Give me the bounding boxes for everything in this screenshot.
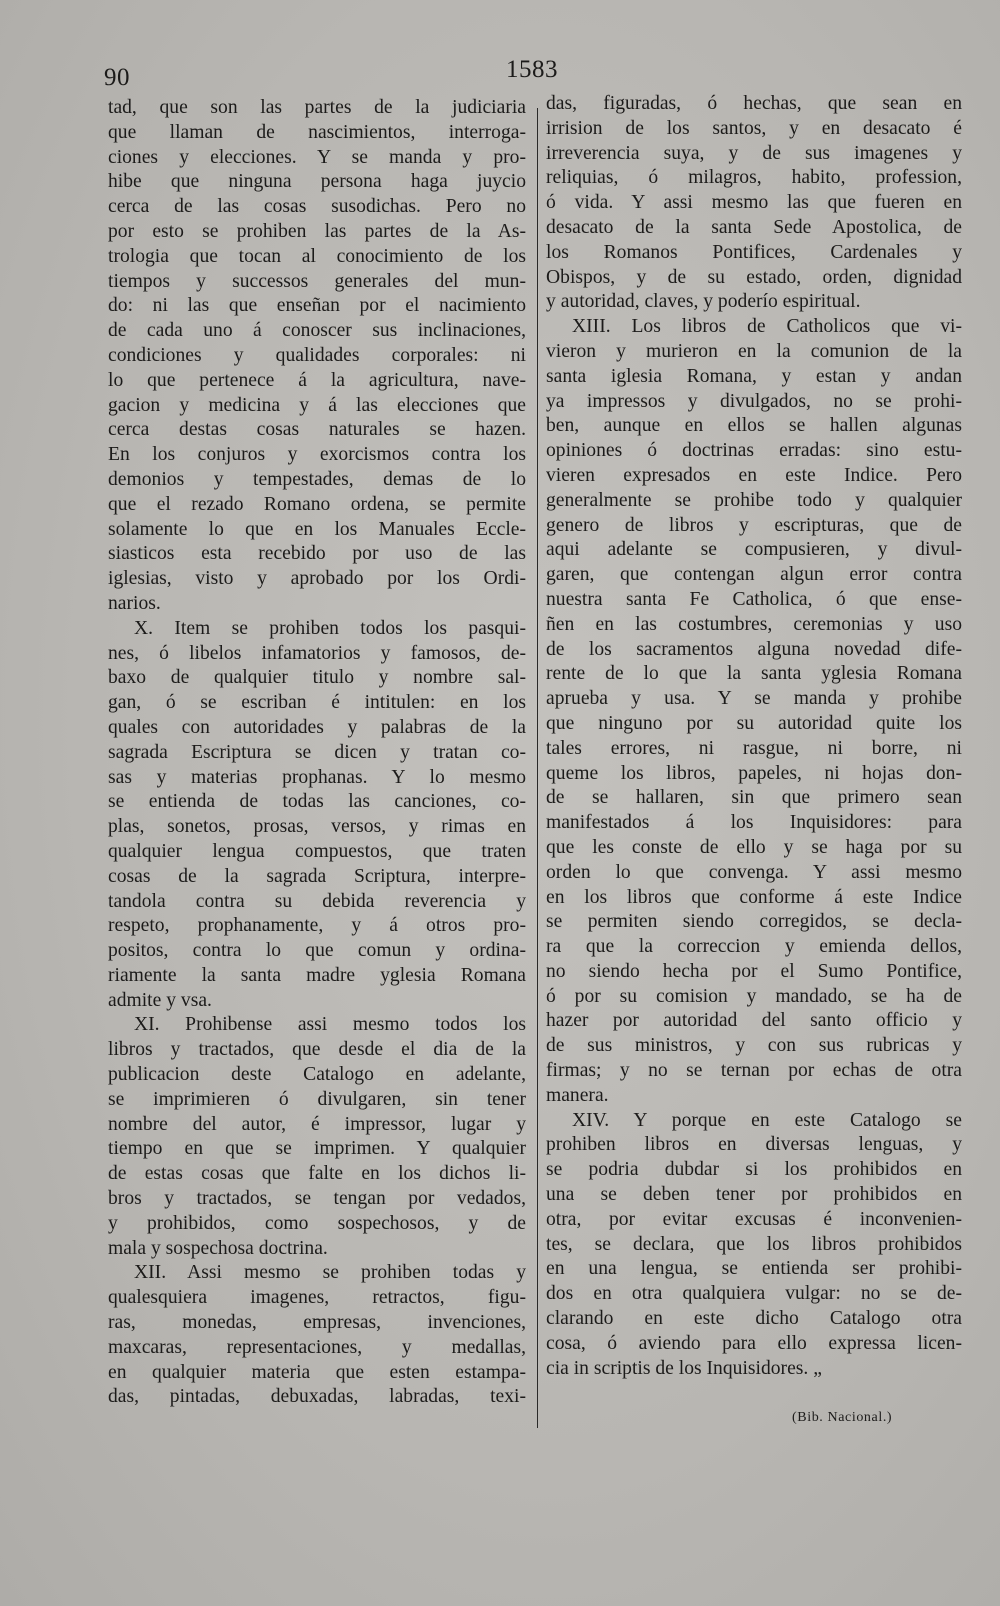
text-line: de estas cosas que falte en los dichos li- <box>108 1163 526 1185</box>
page-number: 90 <box>104 64 130 91</box>
text-line: en los libros que conforme á este Indice <box>546 886 962 908</box>
text-line: opiniones ó doctrinas erradas: sino estu- <box>546 440 962 462</box>
text-line: respeto, prophanamente, y á otros pro- <box>108 915 526 937</box>
text-line: que el rezado Romano ordena, se permite <box>108 493 526 515</box>
text-line: sas y materias prophanas. Y lo mesmo <box>108 766 526 788</box>
text-line: tiempos y successos generales del mun- <box>108 270 526 292</box>
left-text-column <box>108 96 526 1410</box>
text-line: rente de lo que la santa yglesia Romana <box>546 663 962 685</box>
text-line: cosa, ó aviendo para ello expressa licen- <box>546 1332 962 1354</box>
text-line: En los conjuros y exorcismos contra los <box>108 444 526 466</box>
text-line: reliquias, ó milagros, habito, profession, <box>546 167 962 189</box>
text-line: mala y sospechosa doctrina. <box>108 1237 328 1259</box>
text-line: sagrada Escriptura se dicen y tratan co- <box>108 741 526 763</box>
text-line: admite y vsa. <box>108 989 212 1011</box>
text-line: irrision de los santos, y en desacato é <box>546 117 962 139</box>
text-line: de sus ministros, y con sus rubricas y <box>546 1035 962 1057</box>
text-line: tes, se declara, que los libros prohibidos <box>546 1233 962 1255</box>
text-line: y autoridad, claves, y poderío espiritual. <box>546 291 861 313</box>
text-line: hazer por autoridad del santo officio y <box>546 1010 962 1032</box>
text-line: riamente la santa madre yglesia Romana <box>108 964 526 986</box>
text-line: se permiten siendo corregidos, se decla- <box>546 911 962 933</box>
text-line: tandola contra su debida reverencia y <box>108 890 526 912</box>
text-line: tiempo en que se imprimen. Y qualquier <box>108 1138 526 1160</box>
text-line: qualesquiera imagenes, retractos, figu- <box>108 1287 526 1309</box>
text-line: firmas; y no se ternan por echas de otra <box>546 1060 962 1082</box>
text-line: trologia que tocan al conocimiento de los <box>108 245 526 267</box>
text-line: clarando en este dicho Catalogo otra <box>546 1308 962 1330</box>
text-line: prohiben libros en diversas lenguas, y <box>546 1134 962 1156</box>
text-line: XIII. Los libros de Catholicos que vi- <box>572 316 962 338</box>
text-line: irreverencia suya, y de sus imagenes y <box>546 142 962 164</box>
text-line: vieren expresados en este Indice. Pero <box>546 464 962 486</box>
text-line: das, figuradas, ó hechas, que sean en <box>546 93 962 114</box>
text-line: santa iglesia Romana, y estan y andan <box>546 365 962 387</box>
text-line: solamente lo que en los Manuales Eccle- <box>108 518 526 540</box>
text-line: demonios y tempestades, demas de lo <box>108 468 526 490</box>
source-citation: (Bib. Nacional.) <box>792 1410 893 1425</box>
text-line: ciones y elecciones. Y se manda y pro- <box>108 146 526 168</box>
text-line: que ninguno por su autoridad quite los <box>546 712 962 734</box>
text-line: hibe que ninguna persona haga juycio <box>108 171 526 193</box>
text-line: ó vida. Y assi mesmo las que fueren en <box>546 192 962 214</box>
text-line: se imprimieren ó divulgaren, sin tener <box>108 1088 526 1110</box>
text-line: ras, monedas, empresas, invenciones, <box>108 1312 526 1334</box>
text-line: desacato de la santa Sede Apostolica, de <box>546 216 962 238</box>
text-line: aqui adelante se compusieren, y divul- <box>546 539 962 561</box>
text-line: genero de libros y escripturas, que de <box>546 514 962 536</box>
text-line: gacion y medicina y á las elecciones que <box>108 394 526 416</box>
text-line: baxo de qualquier titulo y nombre sal- <box>108 667 526 689</box>
text-line: los Romanos Pontifices, Cardenales y <box>546 241 962 263</box>
text-line: qualquier lengua compuestos, que traten <box>108 840 526 862</box>
text-line: cerca destas cosas naturales se hazen. <box>108 419 526 441</box>
text-line: generalmente se prohibe todo y qualquier <box>546 489 962 511</box>
text-line: XI. Prohibense assi mesmo todos los <box>134 1014 526 1036</box>
text-line: se entienda de todas las canciones, co- <box>108 791 526 813</box>
text-line: ra que la correccion y emienda dellos, <box>546 936 962 958</box>
text-line: una se deben tener por prohibidos en <box>546 1184 962 1206</box>
text-line: que llaman de nascimientos, interroga- <box>108 121 526 143</box>
text-line: quales con autoridades y palabras de la <box>108 716 526 738</box>
text-line: orden lo que convenga. Y assi mesmo <box>546 861 962 883</box>
text-line: se podria dubdar si los prohibidos en <box>546 1159 962 1181</box>
text-line: iglesias, visto y aprobado por los Ordi- <box>108 568 526 590</box>
text-line: lo que pertenece á la agricultura, nave- <box>108 369 526 391</box>
text-line: positos, contra lo que comun y ordina- <box>108 940 526 962</box>
text-line: de cada uno á conoscer sus inclinaciones, <box>108 320 526 342</box>
text-line: XII. Assi mesmo se prohiben todas y <box>134 1262 526 1284</box>
text-line: XIV. Y porque en este Catalogo se <box>572 1109 962 1131</box>
text-line: dos en otra qualquiera vulgar: no se de- <box>546 1283 962 1305</box>
text-line: nuestra santa Fe Catholica, ó que ense- <box>546 588 962 610</box>
text-line: cosas de la sagrada Scriptura, interpre- <box>108 865 526 887</box>
text-line: manera. <box>546 1084 609 1106</box>
text-line: aprueba y usa. Y se manda y prohibe <box>546 688 962 710</box>
text-line: de los sacramentos alguna novedad dife- <box>546 638 962 660</box>
text-line: en una lengua, se entienda ser prohibi- <box>546 1258 962 1280</box>
text-line: ben, aunque en ellos se hallen algunas <box>546 415 962 437</box>
text-line: X. Item se prohiben todos los pasqui- <box>134 617 526 639</box>
text-line: vieron y murieron en la comunion de la <box>546 340 962 362</box>
text-line: gan, ó se escriban é intitulen: en los <box>108 692 526 714</box>
text-line: manifestados á los Inquisidores: para <box>546 812 962 834</box>
text-line: garen, que contengan algun error contra <box>546 564 962 586</box>
text-line: por esto se prohiben las partes de la As- <box>108 220 526 242</box>
text-line: siasticos esta recebido por uso de las <box>108 543 526 565</box>
text-line: ó por su comision y mandado, se ha de <box>546 985 962 1007</box>
text-line: nes, ó libelos infamatorios y famosos, de- <box>108 642 526 664</box>
running-header-year: 1583 <box>506 56 558 83</box>
text-line: condiciones y qualidades corporales: ni <box>108 344 526 366</box>
text-line: y prohibidos, como sospechosos, y de <box>108 1212 526 1234</box>
text-line: queme los libros, papeles, ni hojas don- <box>546 762 962 784</box>
text-line: nombre del autor, é impressor, lugar y <box>108 1113 526 1135</box>
text-line: maxcaras, representaciones, y medallas, <box>108 1336 526 1358</box>
text-line: en qualquier materia que esten estampa- <box>108 1361 526 1383</box>
text-line: das, pintadas, debuxadas, labradas, texi- <box>108 1386 526 1408</box>
text-line: que les conste de ello y se haga por su <box>546 836 962 858</box>
text-line: narios. <box>108 592 161 614</box>
text-line: bros y tractados, se tengan por vedados, <box>108 1188 526 1210</box>
text-line: cerca de las cosas susodichas. Pero no <box>108 196 526 218</box>
text-line: cia in scriptis de los Inquisidores. „ <box>546 1357 822 1379</box>
text-line: plas, sonetos, prosas, versos, y rimas en <box>108 816 526 838</box>
text-line: no siendo hecha por el Sumo Pontifice, <box>546 960 962 982</box>
text-line: tales errores, ni rasgue, ni borre, ni <box>546 737 962 759</box>
text-line: Obispos, y de su estado, orden, dignidad <box>546 266 962 288</box>
text-line: publicacion deste Catalogo en adelante, <box>108 1064 526 1086</box>
text-line: ya impressos y divulgados, no se prohi- <box>546 390 962 412</box>
text-line: tad, que son las partes de la judiciaria <box>108 97 526 118</box>
text-line: otra, por evitar excusas é inconvenien- <box>546 1208 962 1230</box>
text-line: de se hallaren, sin que primero sean <box>546 787 962 809</box>
right-text-column <box>546 92 962 1381</box>
column-divider <box>537 108 538 1428</box>
text-line: libros y tractados, que desde el dia de la <box>108 1039 526 1061</box>
text-line: do: ni las que enseñan por el nacimiento <box>108 295 526 317</box>
text-line: ñen en las costumbres, ceremonias y uso <box>546 613 962 635</box>
